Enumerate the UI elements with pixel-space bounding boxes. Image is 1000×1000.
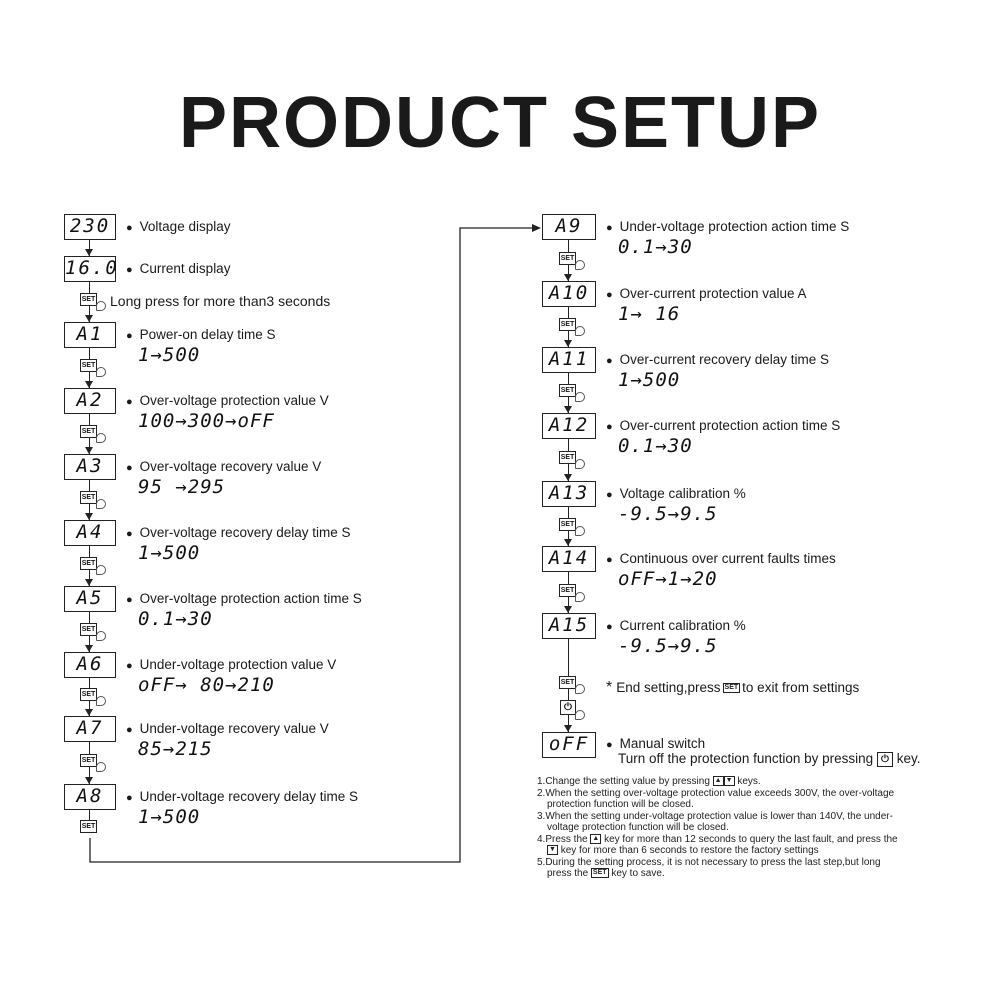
finger-press-icon <box>575 326 585 336</box>
bullet-dot: ● <box>126 396 133 408</box>
step-label <box>606 618 746 633</box>
step-label <box>126 459 321 474</box>
finger-press-icon <box>96 696 106 706</box>
bullet-dot: ● <box>606 421 613 433</box>
bullet-dot: ● <box>126 792 133 804</box>
notes-block <box>537 776 957 880</box>
set-key-icon: SET <box>80 623 97 636</box>
set-key-icon: SET <box>80 293 97 306</box>
step-label <box>126 591 362 606</box>
step-label <box>606 486 746 501</box>
note-5: 5.During the setting process, it is not necessary to press the last step,but long <box>537 856 881 868</box>
step-label <box>126 327 275 342</box>
step-label-text: Over-voltage protection action time S <box>139 591 362 606</box>
set-key-icon: SET <box>80 425 97 438</box>
manual-sub-after: key. <box>896 751 921 766</box>
set-key-icon: SET <box>80 754 97 767</box>
finger-press-icon <box>575 710 585 720</box>
page-title: PRODUCT SETUP <box>178 83 822 163</box>
down-arrow-key-icon: ▼ <box>725 777 733 785</box>
step-range: oFF→ 80→210 <box>138 674 275 696</box>
set-key-icon: SET <box>80 688 97 701</box>
bullet-dot: ● <box>606 289 613 301</box>
set-key-icon: SET <box>559 518 576 531</box>
lcd-display: A2 <box>64 388 116 414</box>
arrow-down-icon <box>564 340 572 347</box>
finger-press-icon <box>96 499 106 509</box>
step-range: 0.1→30 <box>618 435 693 457</box>
set-key-icon: SET <box>80 491 97 504</box>
set-key-icon: SET <box>592 869 607 877</box>
step-range: 85→215 <box>138 738 213 760</box>
lcd-display: 16.0 <box>64 256 116 282</box>
bullet-dot: ● <box>606 355 613 367</box>
finger-press-icon <box>575 684 585 694</box>
step-label <box>126 261 230 276</box>
end-setting-before: End setting,press <box>616 680 721 695</box>
step-label <box>606 352 829 367</box>
note-3-cont: voltage protection function will be closed. <box>547 822 729 833</box>
arrow-down-icon <box>85 447 93 454</box>
bullet-dot: ● <box>606 621 613 633</box>
step-range: 0.1→30 <box>618 236 693 258</box>
step-label <box>126 219 230 234</box>
arrow-down-icon <box>564 539 572 546</box>
bullet-dot: ● <box>126 724 133 736</box>
finger-press-icon <box>575 260 585 270</box>
set-key-icon: SET <box>80 820 97 833</box>
step-label-text: Under-voltage recovery value V <box>139 721 329 736</box>
finger-press-icon <box>575 592 585 602</box>
lcd-display: A14 <box>542 546 596 572</box>
lcd-display: A5 <box>64 586 116 612</box>
set-key-icon: SET <box>559 252 576 265</box>
step-range: 1→ 16 <box>618 303 681 325</box>
bullet-dot: ● <box>606 222 613 234</box>
set-key-icon: SET <box>559 318 576 331</box>
finger-press-icon <box>96 631 106 641</box>
step-label <box>126 789 358 804</box>
manual-switch-text: Manual switch <box>619 736 706 751</box>
arrow-down-icon <box>85 381 93 388</box>
bullet-dot: ● <box>606 489 613 501</box>
step-range: oFF→1→20 <box>618 568 718 590</box>
long-press-note: Long press for more than3 seconds <box>110 293 331 309</box>
bullet-dot: ● <box>126 594 133 606</box>
note-4-cont: ▼ key for more than 6 seconds to restore the factory settings <box>549 845 819 856</box>
arrow-down-icon <box>564 474 572 481</box>
lcd-display: A1 <box>64 322 116 348</box>
finger-press-icon <box>96 367 106 377</box>
note-3: 3.When the setting under-voltage protection value is lower than 140V, the under- <box>537 810 893 822</box>
step-label <box>606 551 836 566</box>
arrow-down-icon <box>85 249 93 256</box>
arrow-down-icon <box>564 725 572 732</box>
step-label-text: Under-voltage recovery delay time S <box>139 789 359 804</box>
step-label-text: Voltage display <box>139 219 231 234</box>
power-icon: ⏻ <box>560 700 576 715</box>
note-2: 2.When the setting over-voltage protection value exceeds 300V, the over-voltage <box>537 787 895 799</box>
bullet-dot: ● <box>126 660 133 672</box>
step-label <box>126 657 336 672</box>
step-label-text: Current display <box>139 261 231 276</box>
step-range: 1→500 <box>618 369 681 391</box>
step-label-text: Current calibration % <box>619 618 746 633</box>
step-range: 95 →295 <box>138 476 226 498</box>
lcd-display: A11 <box>542 347 596 373</box>
arrow-down-icon <box>85 513 93 520</box>
bullet-dot: ● <box>126 462 133 474</box>
finger-press-icon <box>96 301 106 311</box>
power-icon: ⏻ <box>877 752 893 767</box>
lcd-display: A6 <box>64 652 116 678</box>
lcd-display: A12 <box>542 413 596 439</box>
end-setting-after: to exit from settings <box>742 680 860 695</box>
lcd-display: A15 <box>542 613 596 639</box>
note-1: 1.Change the setting value by pressing ▲ ▼ keys. <box>537 776 761 787</box>
step-label-text: Over-voltage recovery value V <box>139 459 322 474</box>
note-4: 4.Press the ▲ key for more than 12 seconds to query the last fault, and press the <box>537 833 898 845</box>
lcd-display: 230 <box>64 214 116 240</box>
set-key-icon: SET <box>559 676 576 689</box>
step-label <box>126 393 329 408</box>
arrow-down-icon <box>85 645 93 652</box>
manual-switch-sub <box>618 751 920 767</box>
bullet-dot: ● <box>126 330 133 342</box>
set-key-icon: SET <box>559 384 576 397</box>
manual-sub-before: Turn off the protection function by pressing <box>618 751 874 766</box>
lcd-display: A7 <box>64 716 116 742</box>
lcd-display: A10 <box>542 281 596 307</box>
flow-line <box>89 810 90 820</box>
finger-press-icon <box>575 459 585 469</box>
step-label <box>606 219 849 234</box>
arrow-down-icon <box>564 274 572 281</box>
arrow-down-icon <box>85 579 93 586</box>
bullet-dot: ● <box>126 222 133 234</box>
bullet-dot: ● <box>126 264 133 276</box>
step-label <box>606 286 807 301</box>
step-label-text: Power-on delay time S <box>139 327 276 342</box>
step-label-text: Over-current recovery delay time S <box>619 352 829 367</box>
lcd-display: A4 <box>64 520 116 546</box>
set-key-icon: SET <box>559 451 576 464</box>
finger-press-icon <box>96 565 106 575</box>
arrow-down-icon <box>85 709 93 716</box>
set-key-icon: SET <box>724 684 739 692</box>
set-key-icon: SET <box>80 557 97 570</box>
finger-press-icon <box>96 762 106 772</box>
step-range: 1→500 <box>138 344 201 366</box>
finger-press-icon <box>575 526 585 536</box>
lcd-display: A3 <box>64 454 116 480</box>
bullet-dot: ● <box>126 528 133 540</box>
lcd-display: A13 <box>542 481 596 507</box>
step-label-text: Over-voltage protection value V <box>139 393 329 408</box>
set-key-icon: SET <box>80 359 97 372</box>
step-label-text: Voltage calibration % <box>619 486 746 501</box>
step-label-text: Under-voltage protection value V <box>139 657 337 672</box>
step-range: 1→500 <box>138 542 201 564</box>
step-label <box>126 525 351 540</box>
up-arrow-key-icon: ▲ <box>714 777 722 785</box>
up-arrow-key-icon: ▲ <box>592 834 600 842</box>
step-label-text: Continuous over current faults times <box>619 551 836 566</box>
arrow-down-icon <box>564 406 572 413</box>
step-label <box>606 418 840 433</box>
arrow-down-icon <box>85 315 93 322</box>
step-range: -9.5→9.5 <box>618 503 718 525</box>
arrow-down-icon <box>564 606 572 613</box>
step-range: 1→500 <box>138 806 201 828</box>
step-label <box>126 721 329 736</box>
step-label-text: Under-voltage protection action time S <box>619 219 850 234</box>
manual-switch-label: ● Manual switch <box>606 736 706 751</box>
step-label-text: Over-current protection action time S <box>619 418 841 433</box>
end-setting-note <box>606 679 859 697</box>
step-range: 100→300→oFF <box>138 410 275 432</box>
arrow-down-icon <box>85 777 93 784</box>
finger-press-icon <box>96 433 106 443</box>
lcd-display: A8 <box>64 784 116 810</box>
set-key-icon: SET <box>559 584 576 597</box>
note-5-cont: press the SET key to save. <box>547 868 665 879</box>
asterisk-mark: * <box>606 679 613 696</box>
finger-press-icon <box>575 392 585 402</box>
note-2-cont: protection function will be closed. <box>547 799 694 810</box>
lcd-display: A9 <box>542 214 596 240</box>
step-label-text: Over-current protection value A <box>619 286 807 301</box>
step-range: 0.1→30 <box>138 608 213 630</box>
step-range: -9.5→9.5 <box>618 635 718 657</box>
step-label-text: Over-voltage recovery delay time S <box>139 525 351 540</box>
bullet-dot: ● <box>606 554 613 566</box>
down-arrow-key-icon: ▼ <box>549 846 556 854</box>
manual-off-display: oFF <box>542 732 596 758</box>
